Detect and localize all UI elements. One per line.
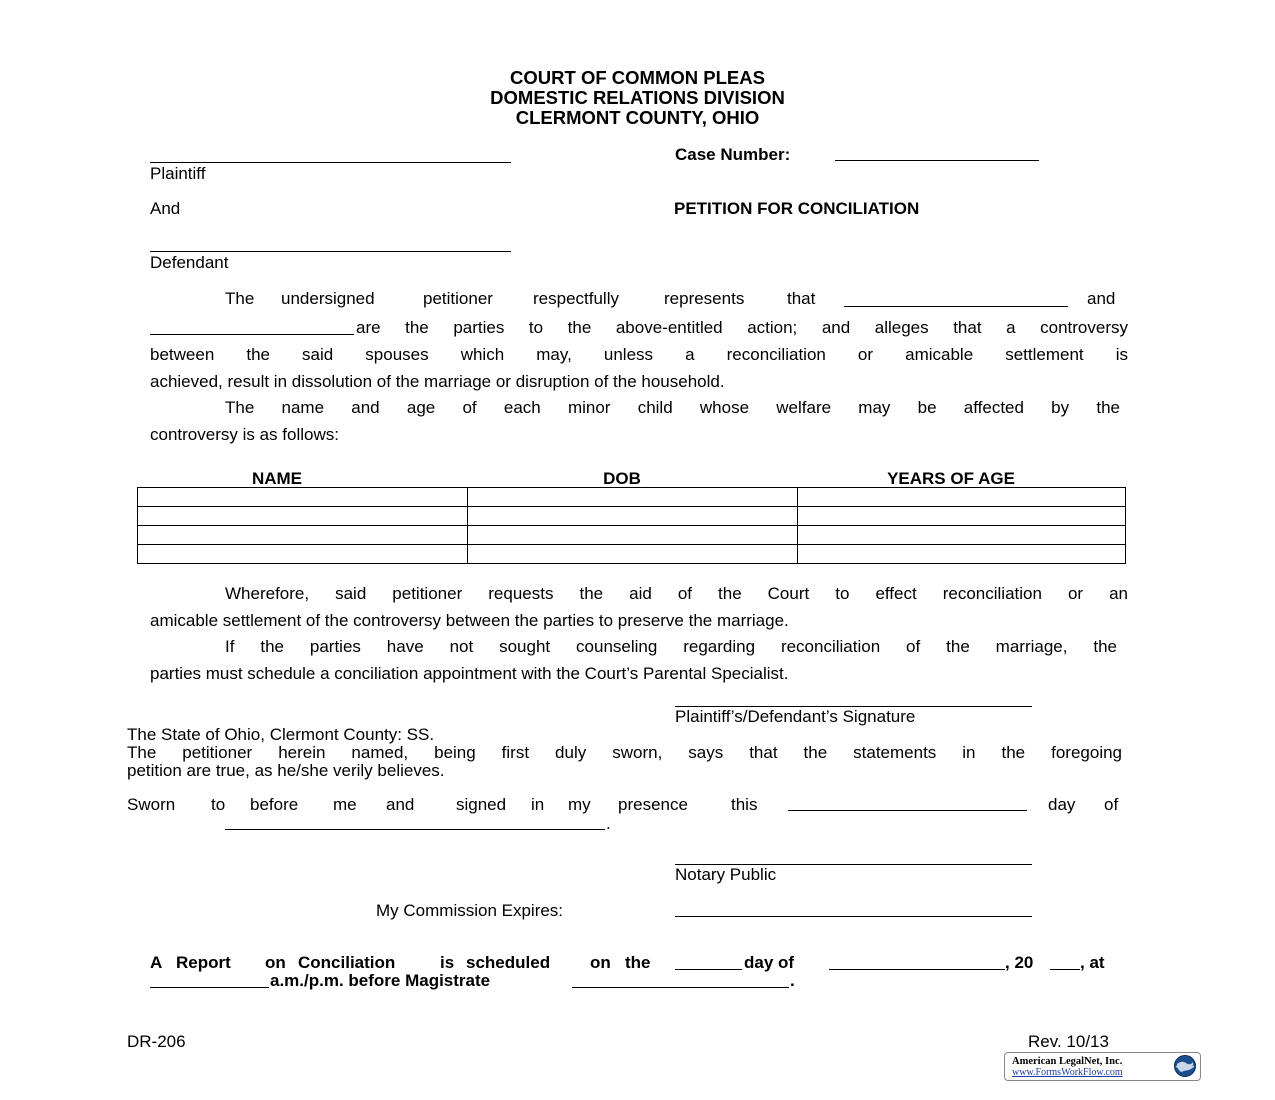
court-header bbox=[0, 68, 1275, 128]
table-row bbox=[138, 545, 1126, 564]
p1-w2: undersigned bbox=[281, 289, 375, 308]
p2-line2: controversy is as follows: bbox=[150, 425, 339, 444]
report-line1 bbox=[150, 953, 1126, 973]
report-w1: A bbox=[150, 953, 163, 972]
report-line2 bbox=[150, 971, 1126, 991]
table-cell[interactable] bbox=[468, 507, 798, 526]
p1-w1: The bbox=[225, 289, 255, 308]
commission-line[interactable] bbox=[675, 916, 1032, 917]
report-time-line[interactable] bbox=[150, 987, 269, 988]
table-cell[interactable] bbox=[138, 488, 468, 507]
p2-line1: The name and age of each minor child whose welfare may be affected by the bbox=[225, 398, 1120, 417]
division-name: DOMESTIC RELATIONS DIVISION bbox=[490, 87, 785, 108]
case-number-label: Case Number: bbox=[675, 145, 791, 164]
notary-label: Notary Public bbox=[675, 865, 777, 884]
report-day-of: day of bbox=[744, 953, 795, 972]
defendant-label: Defendant bbox=[150, 253, 229, 272]
party-1-line[interactable] bbox=[844, 306, 1068, 307]
revision: Rev. 10/13 bbox=[1028, 1032, 1109, 1051]
table-cell[interactable] bbox=[798, 488, 1126, 507]
form-id: DR-206 bbox=[127, 1032, 186, 1051]
commission-label: My Commission Expires: bbox=[376, 901, 564, 920]
sworn-w4: me bbox=[333, 795, 357, 814]
plaintiff-line[interactable] bbox=[150, 162, 511, 163]
p1-w5: represents bbox=[664, 289, 745, 308]
p1-line2: are the parties to the above-entitled action; and alleges that a controversy bbox=[356, 318, 1128, 337]
sworn-month-line[interactable] bbox=[225, 829, 605, 830]
table-row bbox=[138, 507, 1126, 526]
sworn-of-word: of bbox=[1104, 795, 1119, 814]
sworn-w6: signed bbox=[456, 795, 507, 814]
report-w6: scheduled bbox=[466, 953, 551, 972]
signature-label: Plaintiff’s/Defendant’s Signature bbox=[675, 707, 916, 726]
report-ampm-text: a.m./p.m. before Magistrate bbox=[270, 971, 491, 990]
sworn-w1: Sworn bbox=[127, 795, 176, 814]
p3-line2: amicable settlement of the controversy between the parties to preserve the marriage. bbox=[150, 611, 789, 630]
sworn-period: . bbox=[606, 814, 611, 833]
table-cell[interactable] bbox=[798, 526, 1126, 545]
table-cell[interactable] bbox=[138, 545, 468, 564]
table-cell[interactable] bbox=[468, 488, 798, 507]
sworn-day-line[interactable] bbox=[788, 810, 1027, 811]
table-cell[interactable] bbox=[798, 507, 1126, 526]
p1-line4: achieved, result in dissolution of the marriage or disruption of the household. bbox=[150, 372, 725, 391]
case-number-line[interactable] bbox=[835, 160, 1039, 161]
report-w3: on bbox=[265, 953, 286, 972]
table-row bbox=[138, 488, 1126, 507]
p1-w3: petitioner bbox=[423, 289, 493, 308]
report-period: . bbox=[790, 971, 795, 990]
report-day-line[interactable] bbox=[675, 969, 742, 970]
petition-title: PETITION FOR CONCILIATION bbox=[674, 199, 920, 218]
report-comma-20: , 20 bbox=[1005, 953, 1034, 972]
p1-line3: between the said spouses which may, unless a reconciliation or amicable settlement is bbox=[150, 345, 1128, 364]
court-name: COURT OF COMMON PLEAS bbox=[510, 67, 765, 88]
report-year-line[interactable] bbox=[1050, 969, 1080, 970]
report-w5: is bbox=[440, 953, 455, 972]
oath-line1: The petitioner herein named, being first duly sworn, says that the statements in the foregoing bbox=[127, 743, 1122, 762]
table-cell[interactable] bbox=[138, 507, 468, 526]
party-2-line[interactable] bbox=[150, 334, 354, 335]
table-cell[interactable] bbox=[138, 526, 468, 545]
oath-line2: petition are true, as he/she verily believes. bbox=[127, 761, 445, 780]
p1-w7: and bbox=[1087, 289, 1116, 308]
p4-line2: parties must schedule a conciliation appointment with the Court’s Parental Specialist. bbox=[150, 664, 789, 683]
sworn-w5: and bbox=[386, 795, 415, 814]
table-cell[interactable] bbox=[798, 545, 1126, 564]
report-month-line[interactable] bbox=[829, 969, 1005, 970]
sworn-w10: this bbox=[731, 795, 758, 814]
sworn-day-word: day bbox=[1048, 795, 1076, 814]
report-magistrate-line[interactable] bbox=[572, 987, 789, 988]
table-cell[interactable] bbox=[468, 545, 798, 564]
report-w8: the bbox=[625, 953, 651, 972]
col-age-header: YEARS OF AGE bbox=[887, 469, 1015, 488]
col-name-header: NAME bbox=[251, 469, 303, 488]
logo-url[interactable]: www.FormsWorkFlow.com bbox=[1012, 1067, 1123, 1078]
logo-company: American LegalNet, Inc. bbox=[1012, 1056, 1123, 1067]
col-dob-header: DOB bbox=[603, 469, 641, 488]
children-table bbox=[137, 487, 1126, 564]
sworn-w9: presence bbox=[618, 795, 688, 814]
table-cell[interactable] bbox=[468, 526, 798, 545]
plaintiff-label: Plaintiff bbox=[150, 164, 206, 183]
report-w2: Report bbox=[176, 953, 231, 972]
county-name: CLERMONT COUNTY, OHIO bbox=[515, 107, 760, 128]
p3-line1: Wherefore, said petitioner requests the aid of the Court to effect reconciliation or an bbox=[225, 584, 1128, 603]
and-label: And bbox=[150, 199, 181, 218]
sworn-w8: my bbox=[568, 795, 591, 814]
p1-w6: that bbox=[787, 289, 816, 308]
report-w7: on bbox=[590, 953, 611, 972]
p4-line1: If the parties have not sought counseling regarding reconciliation of the marriage, the bbox=[225, 637, 1117, 656]
report-comma-at: , at bbox=[1080, 953, 1105, 972]
sworn-w3: before bbox=[250, 795, 299, 814]
table-row bbox=[138, 526, 1126, 545]
report-w4: Conciliation bbox=[298, 953, 396, 972]
p1-w4: respectfully bbox=[533, 289, 619, 308]
sworn-line bbox=[127, 795, 1127, 815]
globe-icon bbox=[1173, 1054, 1197, 1078]
defendant-line[interactable] bbox=[150, 251, 511, 252]
sworn-w2: to bbox=[211, 795, 226, 814]
american-legalnet-logo[interactable] bbox=[1004, 1052, 1201, 1081]
venue-text: The State of Ohio, Clermont County: SS. bbox=[127, 725, 435, 744]
sworn-w7: in bbox=[531, 795, 545, 814]
